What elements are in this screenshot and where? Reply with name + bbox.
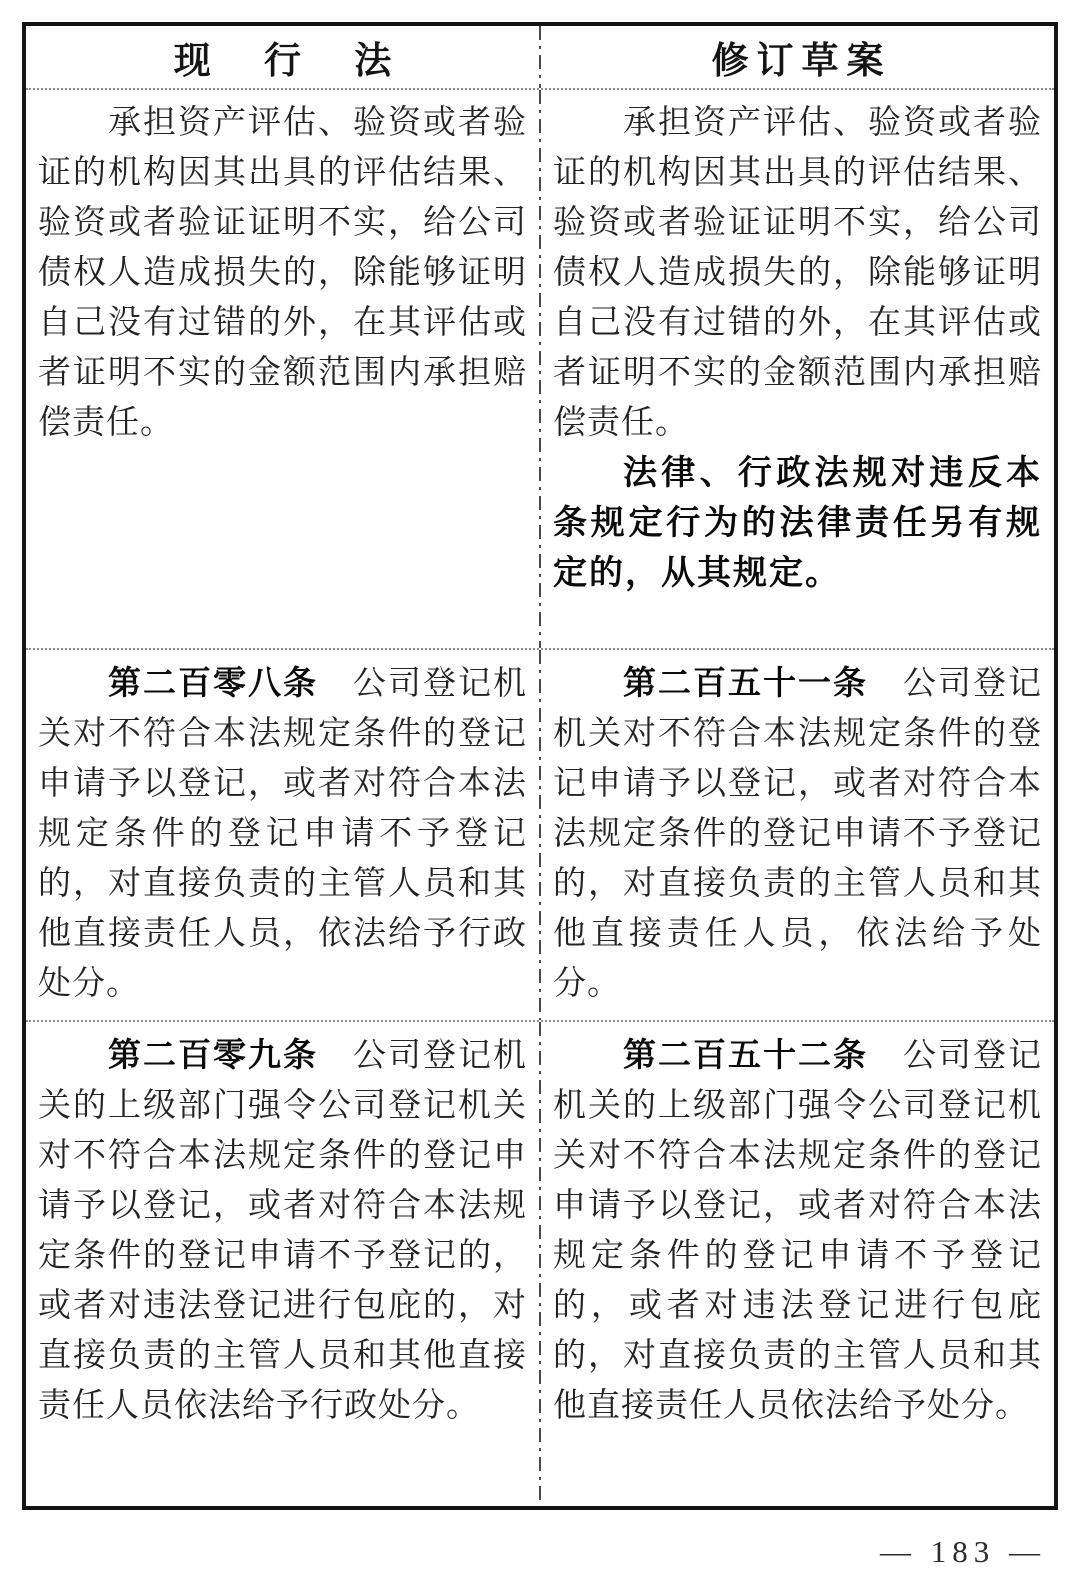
article-text: 公司登记机关对不符合本法规定条件的登记申请予以登记，或者对符合本法规定条件的登记申请不予登记的，对直接负责的主管人员和其他直接责任人员，依法给予处分。 [553,666,1042,1002]
article-number: 第二百零八条 [108,664,318,701]
table-row [26,1022,1054,1506]
cell-current-law [26,90,539,648]
law-paragraph [38,1030,527,1431]
law-paragraph [553,658,1042,1009]
cell-revised-draft [541,650,1054,1020]
cell-revised-draft [541,1022,1054,1506]
header-revised-draft: 修订草案 [711,41,892,82]
cell-revised-draft [541,90,1054,648]
table-row [26,90,1054,650]
article-number: 第二百零九条 [108,1036,318,1073]
article-number: 第二百五十一条 [623,664,868,701]
article-text: 承担资产评估、验资或者验证的机构因其出具的评估结果、验资或者验证证明不实，给公司债权人造成损失的，除能够证明自己没有过错的外，在其评估或者证明不实的金额范围内承担赔偿责任。 [38,105,527,441]
header-current-law: 现 行 法 [173,41,414,82]
article-text: 公司登记机关的上级部门强令公司登记机关对不符合本法规定条件的登记申请予以登记，或者对符合本法规定条件的登记申请不予登记的，或者对违法登记进行包庇的，对直接负责的主管人员和其他直接责任人员依法给予行政处分。 [38,1038,527,1424]
law-paragraph [38,98,527,448]
page-number: — 183 — [880,1534,1046,1569]
article-number: 法律、行政法规对违反本条规定行为的法律责任另有规定的，从其规定。 [553,454,1042,592]
law-paragraph [38,658,527,1009]
article-text: 承担资产评估、验资或者验证的机构因其出具的评估结果、验资或者验证证明不实，给公司债权人造成损失的，除能够证明自己没有过错的外，在其评估或者证明不实的金额范围内承担赔偿责任。 [553,105,1042,441]
table-header-row [26,26,1054,90]
law-comparison-table [22,22,1058,1510]
cell-current-law [26,650,539,1020]
article-number: 第二百五十二条 [623,1036,868,1073]
law-paragraph [553,1030,1042,1431]
emphasis-paragraph [553,448,1042,598]
article-text: 公司登记机关对不符合本法规定条件的登记申请予以登记，或者对符合本法规定条件的登记申请不予登记的，对直接负责的主管人员和其他直接责任人员，依法给予行政处分。 [38,666,527,1002]
article-text: 公司登记机关的上级部门强令公司登记机关对不符合本法规定条件的登记申请予以登记，或者对符合本法规定条件的登记申请不予登记的，或者对违法登记进行包庇的，对直接负责的主管人员和其他直接责任人员依法给予处分。 [553,1038,1042,1424]
cell-current-law [26,1022,539,1506]
table-row [26,650,1054,1022]
law-paragraph [553,98,1042,448]
